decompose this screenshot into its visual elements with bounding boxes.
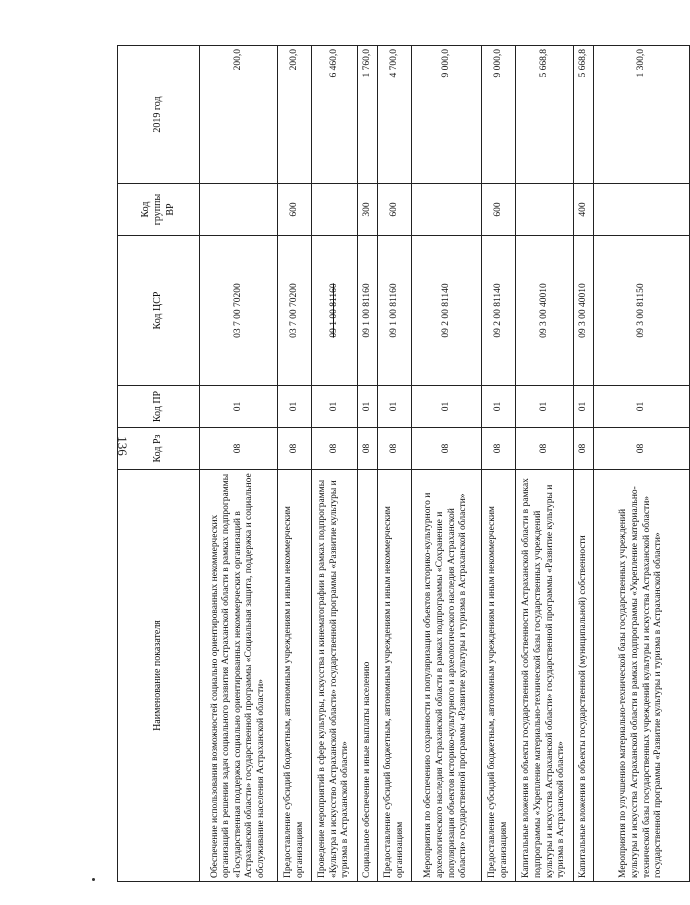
row-value: 9 000,0	[482, 46, 516, 184]
row-rz: 08	[312, 428, 358, 470]
row-csr: 09 3 00 40010	[574, 236, 594, 386]
row-pr: 01	[358, 386, 378, 428]
row-csr: 09 2 00 81140	[482, 236, 516, 386]
row-csr: 09 1 00 81160	[378, 236, 412, 386]
table-row	[312, 46, 358, 882]
row-name: Предоставление субсидий бюджетным, автономным учреждениям и иным некоммерческим организациям	[378, 470, 412, 882]
row-name: Проведение мероприятий в сфере культуры, искусства и кинематографии в рамках подпрограммы «Культура и искусство Астраханской области» государственной программы «Развитие культуры и туризма в Астраханской области»	[312, 470, 358, 882]
row-csr: 09 1 00 81160	[312, 236, 358, 386]
row-rz: 08	[412, 428, 482, 470]
table-row	[378, 46, 412, 882]
page-number: 136	[114, 436, 130, 456]
table-row	[278, 46, 312, 882]
row-rz: 08	[358, 428, 378, 470]
row-value: 1 760,0	[358, 46, 378, 184]
row-pr: 01	[482, 386, 516, 428]
row-vr: 600	[278, 184, 312, 236]
table-row	[200, 46, 278, 882]
table-row	[412, 46, 482, 882]
row-vr: 600	[482, 184, 516, 236]
row-name: Мероприятия по обеспечению сохранности и популяризации объектов историко-культурного и археологического наследия Астраханской области в рамках подпрограммы «Сохранение и популяризация объектов историко-культурного и археологического наследия Астраханской области» государственной программы «Развитие культуры и туризма в Астраханской области»	[412, 470, 482, 882]
row-csr: 03 7 00 70200	[200, 236, 278, 386]
rotated-table-container	[117, 46, 664, 882]
row-pr: 01	[278, 386, 312, 428]
row-csr: 09 3 00 81150	[594, 236, 690, 386]
table-row	[482, 46, 516, 882]
row-csr: 09 1 00 81160	[358, 236, 378, 386]
row-pr: 01	[516, 386, 574, 428]
row-value: 5 668,8	[574, 46, 594, 184]
table-row	[516, 46, 574, 882]
budget-table	[117, 45, 690, 882]
header-row	[118, 46, 200, 882]
table-row	[358, 46, 378, 882]
row-vr	[594, 184, 690, 236]
row-name: Капитальные вложения в объекты государственной (муниципальной) собственности	[574, 470, 594, 882]
header-year: 2019 год	[118, 46, 200, 184]
row-name: Предоставление субсидий бюджетным, автономным учреждениям и иным некоммерческим организациям	[482, 470, 516, 882]
row-name: Капитальные вложения в объекты государственной собственности Астраханской области в рамках подпрограммы «Укрепление материально-технической базы государственных учреждений культуры и искусства Астраханской области» государственной программы «Развитие культуры и туризма в Астраханской области»	[516, 470, 574, 882]
header-vr: Код группы ВР	[118, 184, 200, 236]
row-csr: 09 3 00 40010	[516, 236, 574, 386]
row-vr	[312, 184, 358, 236]
row-rz: 08	[594, 428, 690, 470]
row-rz: 08	[482, 428, 516, 470]
scan-speck	[92, 878, 95, 881]
table-row	[574, 46, 594, 882]
header-pr: Код ПР	[118, 386, 200, 428]
row-pr: 01	[594, 386, 690, 428]
row-csr: 03 7 00 70200	[278, 236, 312, 386]
row-rz: 08	[574, 428, 594, 470]
row-rz: 08	[378, 428, 412, 470]
row-rz: 08	[516, 428, 574, 470]
row-value: 200,0	[278, 46, 312, 184]
row-name: Обеспечение использования возможностей социально ориентированных некоммерческих организаций в решении задач социального развития Астраханской области в рамках подпрограммы «Государственная поддержка социально ориентированных некоммерческих организаций в Астраханской области» государственной программы «Социальная защита, поддержка и социальное обслуживание населения Астраханской области»	[200, 470, 278, 882]
header-rz: Код Рз	[118, 428, 200, 470]
row-value: 5 668,8	[516, 46, 574, 184]
row-vr	[516, 184, 574, 236]
header-name: Наименование показателя	[118, 470, 200, 882]
row-value: 6 460,0	[312, 46, 358, 184]
row-pr: 01	[412, 386, 482, 428]
header-csr: Код ЦСР	[118, 236, 200, 386]
row-rz: 08	[278, 428, 312, 470]
row-vr	[200, 184, 278, 236]
row-vr: 300	[358, 184, 378, 236]
row-pr: 01	[574, 386, 594, 428]
row-vr: 600	[378, 184, 412, 236]
row-name: Предоставление субсидий бюджетным, автономным учреждениям и иным некоммерческим организациям	[278, 470, 312, 882]
row-value: 4 700,0	[378, 46, 412, 184]
row-value: 1 300,0	[594, 46, 690, 184]
row-name: Мероприятия по улучшению материально-технической базы государственных учреждений культуры и искусства Астраханской области в рамках подпрограммы «Укрепление материально-технической базы государственных учреждений культуры и искусства Астраханской области» государственной программы «Развитие культуры и туризма в Астраханской области»	[594, 470, 690, 882]
row-csr: 09 2 00 81140	[412, 236, 482, 386]
row-name: Социальное обеспечение и иные выплаты населению	[358, 470, 378, 882]
row-vr	[412, 184, 482, 236]
row-pr: 01	[312, 386, 358, 428]
row-rz: 08	[200, 428, 278, 470]
row-pr: 01	[378, 386, 412, 428]
row-value: 200,0	[200, 46, 278, 184]
row-vr: 400	[574, 184, 594, 236]
row-pr: 01	[200, 386, 278, 428]
table-row	[594, 46, 690, 882]
row-value: 9 000,0	[412, 46, 482, 184]
